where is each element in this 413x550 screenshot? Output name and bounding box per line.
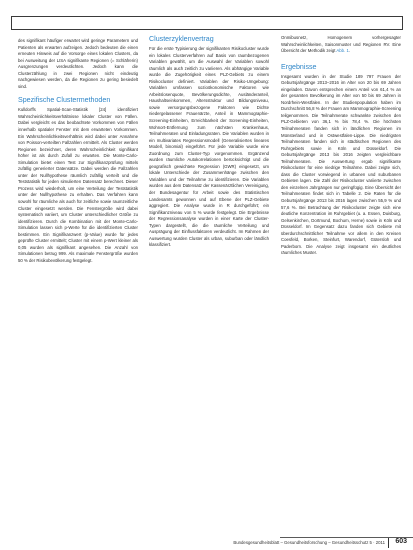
body-paragraph: Kulldorffs Spatial-Scan-Statistik [24] identifiziert Wahrscheinlichkeitsverhältnisse lokaler Cluster von Fällen. Dabei vergleicht es das beobachtete Vorkommen von Fällen innerhalb spatialer Fenster mit dem erwarteten Vorkommen. Ein Wahrscheinlichkeitsverhältnis wird dabei unter Annahme von Poisson-verteilten Fallzahlen ermittelt. Als Cluster werden Regionen bezeichnet, deren Wahrscheinlichkeit signifikant höher ist als durch Zufall zu erwarten. Die Monte-Carlo-Simulation bietet einen Test zur Signifikanzprüfung mittels zufällig generierter Datensätze. Dabei werden die Fallzahlen unter der Nullhypothese räumlich zufällig verteilt und die Teststatistik für jeden simulierten Datensatz berechnet. Dieser Prozess wird wiederholt, um eine Verteilung der Teststatistik unter der Nullhypothese zu erhalten. Das Verfahren kann sowohl für räumliche als auch für zeitliche sowie raumzeitliche Cluster eingesetzt werden. Die Fenstergröße wird dabei systematisch variiert, um Cluster unterschiedlicher Größe zu identifizieren. Durch die Kombination mit der Monte-Carlo-Simulation lassen sich p-Werte für die identifizierten Cluster bestimmen. Ein Signifikanzwert (p-Value) wurde für jedes geprüfte Cluster ermittelt; Cluster mit einem p-Wert kleiner als 0,05 wurden als signifikant angesehen. Die Anzahl von Simulationen betrug 999. Als maximale Fenstergröße wurden 50 % der Risikobevölkerung festgelegt.	[18, 107, 138, 263]
body-text: Onmibusnetz, Homogenem vorhergesagter Wahrscheinlichkeiten, Saisonmuster und Regionen RV. Eine Übersicht der Methodik zeigt	[281, 35, 401, 54]
body-paragraph: Onmibusnetz, Homogenem vorhergesagter Wahrscheinlichkeiten, Saisonmuster und Regionen RV. Eine Übersicht der Methodik zeigt Abb. 1.	[281, 35, 401, 54]
footer-separator	[388, 538, 389, 548]
column-2	[149, 35, 269, 249]
figure-link[interactable]: Abb. 1	[336, 48, 349, 54]
page-number: 603	[395, 538, 407, 545]
footer-rule	[280, 537, 413, 538]
column-3	[281, 35, 401, 257]
section-heading: Clusterzyklenvertrag	[149, 35, 214, 43]
column-1	[18, 38, 138, 265]
section-heading: Spezifische Clustermethoden	[18, 96, 111, 105]
section-heading: Ergebnisse	[281, 62, 317, 71]
page-footer	[0, 537, 413, 550]
body-paragraph: des signifikant häufiger erwartet wird geringe Parametern und Patienten als erwarten aufzeigen. Jedoch bedeuten die einen erneuten Hinweis auf die Vorsorge eines lokalen Clusters, da bei Ausweitung der LISA signifikante Regionen (= Schläfrerin) Ausgrenzungen verdeutlichten. Jedoch kann die Clusterzählung in zwei Regionen nicht eindeutig nachgewiesen werden, da die Regionen zu gering besiedelt sind.	[18, 38, 138, 89]
body-paragraph: Insgesamt wurden in der Studie 189 797 Frauen der Geburtsjahrgänge 2013–2016 im Alter von 20 bis 69 Jahren eingeladen. Davon entsprechen einem Anteil von 61,4 % an der gesamten Bevölkerung im Alter von 50 bis 69 Jahren in Nordrhein-Westfalen. In der Studienpopulation haben im Durchschnitt 56,8 % der Frauen am Mammographie-Screening teilgenommen. Die Teilnahmerate schwankte zwischen den PLZ-Gebieten von 36,1 % bis 78,4 %. Die höchsten Teilnahmeraten fanden sich in ländlichen Regionen im Münsterland und in Ostwestfalen-Lippe. Die niedrigsten Teilnahmeraten fanden sich in städtischen Regionen des Ruhrgebiets sowie in Köln und Düsseldorf. Die Geburtsjahrgänge 2013 bis 2016 zeigten vergleichbare Teilnahmeraten. Die Auswertung ergab signifikante Risikocluster für eine niedrige Teilnahme. Dabei zeigte sich, dass die Cluster vorwiegend in urbanen und suburbanen Gebieten lagen. Die Zahl der Risikocluster variierte zwischen den einzelnen Jahrgängen nur geringfügig. Eine Übersicht der Teilnahmeraten findet sich in Tabelle 2. Die Raten für die Geburtsjahrgänge 2013 bis 2016 lagen zwischen 55,9 % und 57,6 %. Bei Betrachtung der Risikocluster zeigte sich eine deutliche Konzentration im Ruhrgebiet (u. a. Essen, Duisburg, Gelsenkirchen, Dortmund, Bochum, Herne) sowie in Köln und Düsseldorf. Im Gegensatz dazu fanden sich Gebiete mit überdurchschnittlicher Teilnahme vor allem in den Kreisen Coesfeld, Borken, Steinfurt, Warendorf, Gütersloh und Paderborn. Die Analyse zeigt insgesamt ein deutliches räumliches Muster.	[281, 73, 401, 256]
journal-citation: Bundesgesundheitsblatt – Gesundheitsforschung – Gesundheitsschutz 5 · 2011	[233, 540, 385, 545]
header-box	[11, 16, 403, 30]
body-paragraph: Für die erste Typisierung der signifikanten Risikocluster wurde ein lokales Clusterverfahren auf Basis von raumbezogenen Variablen gewählt, um die Auswahl der Variablen sowohl räumlich als auch zeitlich zu variieren. Als abhängige Variable wurde die Zugehörigkeit eines PLZ-Gebiets zu einem Risikocluster definiert. Variablen der Risiko-Umgebung: Variablen umfassen sozioökonomische Faktoren wie Arbeitslosenquote, Bevölkerungsdichte, Ausländeranteil, Haushaltseinkommen, Altersstruktur und Bildungsniveau, sowie versorgungsbezogene Faktoren wie Dichte niedergelassener Frauenärzte, Anteil in Mammographie-Screening-Einheiten, Erreichbarkeit der Screening-Einheiten, Wohnort-Entfernung zum nächsten Krankenhaus, Teilnahmeraten und Einladungsraten. Die Variablen wurden in ein multivariates Regressionsmodell (Generalisiertes lineares Modell, binomial) eingeführt. Für jede Variable wurde eine Zuordnung zum Cluster-Typ vorgenommen. Ergänzend wurden räumliche Autokorrelationen berücksichtigt und die geografisch gewichtete Regression (GWR) eingesetzt, um lokale Unterschiede der Zusammenhänge zwischen den Variablen und der Teilnahme zu identifizieren. Die Variablen wurden aus dem Datensatz der Kassenärztlichen Vereinigung, der Bundesagentur für Arbeit sowie des Statistischen Landesamts gewonnen und auf Ebene der PLZ-Gebiete aggregiert. Die Analyse wurde in R durchgeführt; ein Signifikanzniveau von 5 % wurde festgelegt. Die Ergebnisse der Regressionsanalyse wurden in einer Karte der Cluster-Typen dargestellt, die die räumliche Verteilung und Ausprägung der Einflussfaktoren verdeutlicht. Im Rahmen der Auswertung wurden Cluster als urban, suburban oder ländlich klassifiziert.	[149, 46, 269, 248]
